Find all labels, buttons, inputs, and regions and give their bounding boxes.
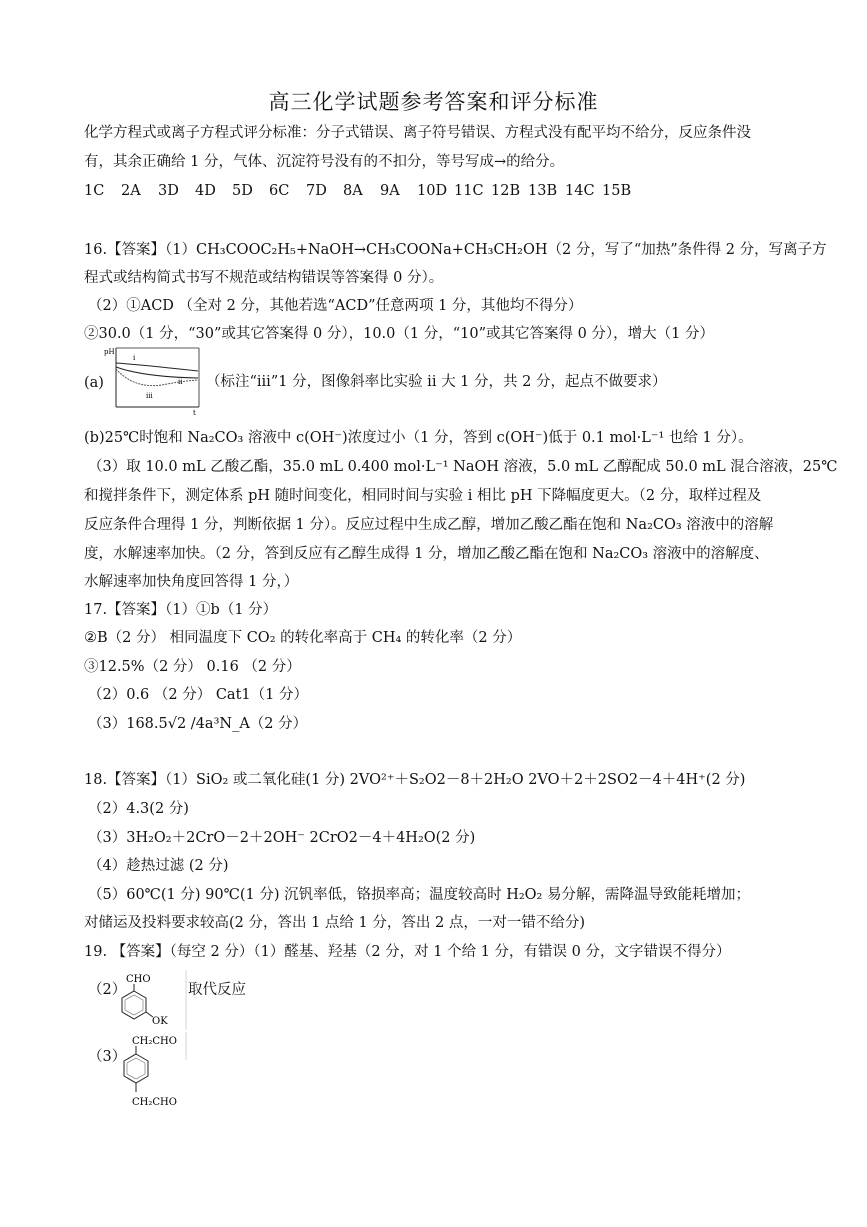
curve-label-i: i	[133, 354, 136, 362]
q16-line-9: 反应条件合理得 1 分，判断依据 1 分）。反应过程中生成乙醇，增加乙酸乙酯在饱和 Na₂CO₃ 溶液中的溶解	[84, 517, 774, 533]
structure-2-diagram	[116, 970, 188, 1032]
ph-time-sketch-graph	[104, 345, 200, 417]
q19-part-2-answer: 取代反应	[188, 982, 246, 998]
mc-answer: 6C	[269, 183, 290, 199]
curve-ii	[116, 367, 198, 378]
q18-line-3: （3）3H₂O₂＋2CrO－2＋2OH⁻ 2CrO2－4＋4H₂O(2 分)	[88, 830, 476, 846]
q19-part-2-label: （2）	[88, 982, 127, 998]
q16-line-4: ②30.0（1 分，“30”或其它答案得 0 分），10.0（1 分，“10”或其它答案得 0 分），增大（1 分）	[84, 326, 715, 342]
page-title: 高三化学试题参考答案和评分标准	[268, 90, 599, 114]
curve-label-iii: iii	[146, 392, 153, 400]
mc-answer: 7D	[306, 183, 327, 199]
q17-line-1: 17.【答案】（1）①b（1 分）	[84, 602, 278, 618]
mc-answer: 13B	[528, 183, 558, 199]
q16-line-3: （2）①ACD （全对 2 分，其他若选“ACD”任意两项 1 分，其他均不得分）	[88, 298, 583, 314]
struct3-top-group: CH₂CHO	[132, 1036, 177, 1047]
q16-part-a-note: （标注“iii”1 分，图像斜率比实验 ii 大 1 分，共 2 分，起点不做要求）	[206, 374, 667, 390]
mc-answer: 8A	[343, 183, 363, 199]
struct2-top-group: CHO	[126, 974, 151, 985]
mc-answer: 14C	[565, 183, 595, 199]
q16-line-11: 水解速率加快角度回答得 1 分，）	[84, 574, 299, 590]
q16-part-a-label: (a)	[84, 375, 104, 391]
mc-answer: 3D	[158, 183, 179, 199]
intro-line-2: 有，其余正确给 1 分，气体、沉淀符号没有的不扣分，等号写成→的给分。	[84, 154, 565, 170]
q16-line-8: 和搅拌条件下，测定体系 pH 随时间变化，相同时间与实验 i 相比 pH 下降幅度更大。（2 分，取样过程及	[84, 488, 762, 504]
curve-i	[116, 363, 198, 371]
q18-line-4: （4）趁热过滤 (2 分)	[88, 858, 229, 874]
mc-answer: 9A	[380, 183, 400, 199]
mc-answer: 2A	[121, 183, 141, 199]
q17-line-2: ②B（2 分） 相同温度下 CO₂ 的转化率高于 CH₄ 的转化率（2 分）	[84, 630, 522, 646]
q18-line-2: （2）4.3(2 分)	[88, 801, 189, 817]
multiple-choice-answers	[84, 183, 639, 199]
mc-answer: 5D	[232, 183, 253, 199]
q16-line-1: 16.【答案】（1）CH₃COOC₂H₅+NaOH→CH₃COONa+CH₃CH₂OH（2 分，写了“加热”条件得 2 分，写离子方	[84, 242, 827, 258]
q16-line-6: (b)25℃时饱和 Na₂CO₃ 溶液中 c(OH⁻)浓度过小（1 分，答到 c(OH⁻)低于 0.1 mol·L⁻¹ 也给 1 分）。	[84, 430, 753, 446]
mc-answer: 12B	[491, 183, 521, 199]
curve-label-ii: ii	[178, 378, 183, 386]
q18-line-5: （5）60℃(1 分) 90℃(1 分) 沉钒率低，铬损率高；温度较高时 H₂O₂ 易分解，需降温导致能耗增加；	[88, 887, 750, 903]
q16-line-2: 程式或结构简式书写不规范或结构错误等答案得 0 分）。	[84, 270, 444, 286]
q16-line-10: 度，水解速率加快。（2 分，答到反应有乙醇生成得 1 分，增加乙酸乙酯在饱和 Na₂CO₃ 溶液中的溶解度、	[84, 546, 769, 562]
mc-answer: 11C	[454, 183, 484, 199]
intro-line-1: 化学方程式或离子方程式评分标准：分子式错误、离子符号错误、方程式没有配平均不给分，反应条件没	[84, 125, 751, 141]
q18-line-6: 对储运及投料要求较高(2 分，答出 1 点给 1 分，答出 2 点，一对一错不给分)	[84, 915, 585, 931]
graph-y-label: pH	[104, 348, 115, 356]
q17-line-5: （3）168.5√2 /4a³N_A（2 分）	[88, 716, 308, 732]
q17-line-4: （2）0.6 （2 分） Cat1（1 分）	[88, 687, 308, 703]
q16-line-7: （3）取 10.0 mL 乙酸乙酯，35.0 mL 0.400 mol·L⁻¹ NaOH 溶液，5.0 mL 乙醇配成 50.0 mL 混合溶液，25℃	[88, 459, 838, 475]
q19-line-1: 19. 【答案】（每空 2 分）（1）醛基、羟基（2 分，对 1 个给 1 分，有错误 0 分，文字错误不得分）	[84, 944, 731, 960]
q18-line-1: 18.【答案】（1）SiO₂ 或二氧化硅(1 分) 2VO²⁺＋S₂O2－8＋2H₂O 2VO＋2＋2SO2－4＋4H⁺(2 分)	[84, 772, 746, 788]
graph-x-label: t	[193, 409, 196, 417]
q19-part-3-label: （3）	[88, 1049, 127, 1065]
mc-answer: 10D	[417, 183, 448, 199]
mc-answer: 1C	[84, 183, 105, 199]
struct2-sub-group: OK	[152, 1016, 168, 1027]
mc-answer: 15B	[602, 183, 632, 199]
mc-answer: 4D	[195, 183, 216, 199]
structure-3-diagram	[116, 1032, 196, 1112]
struct3-bottom-group: CH₂CHO	[132, 1097, 177, 1108]
q17-line-3: ③12.5%（2 分） 0.16 （2 分）	[84, 659, 301, 675]
